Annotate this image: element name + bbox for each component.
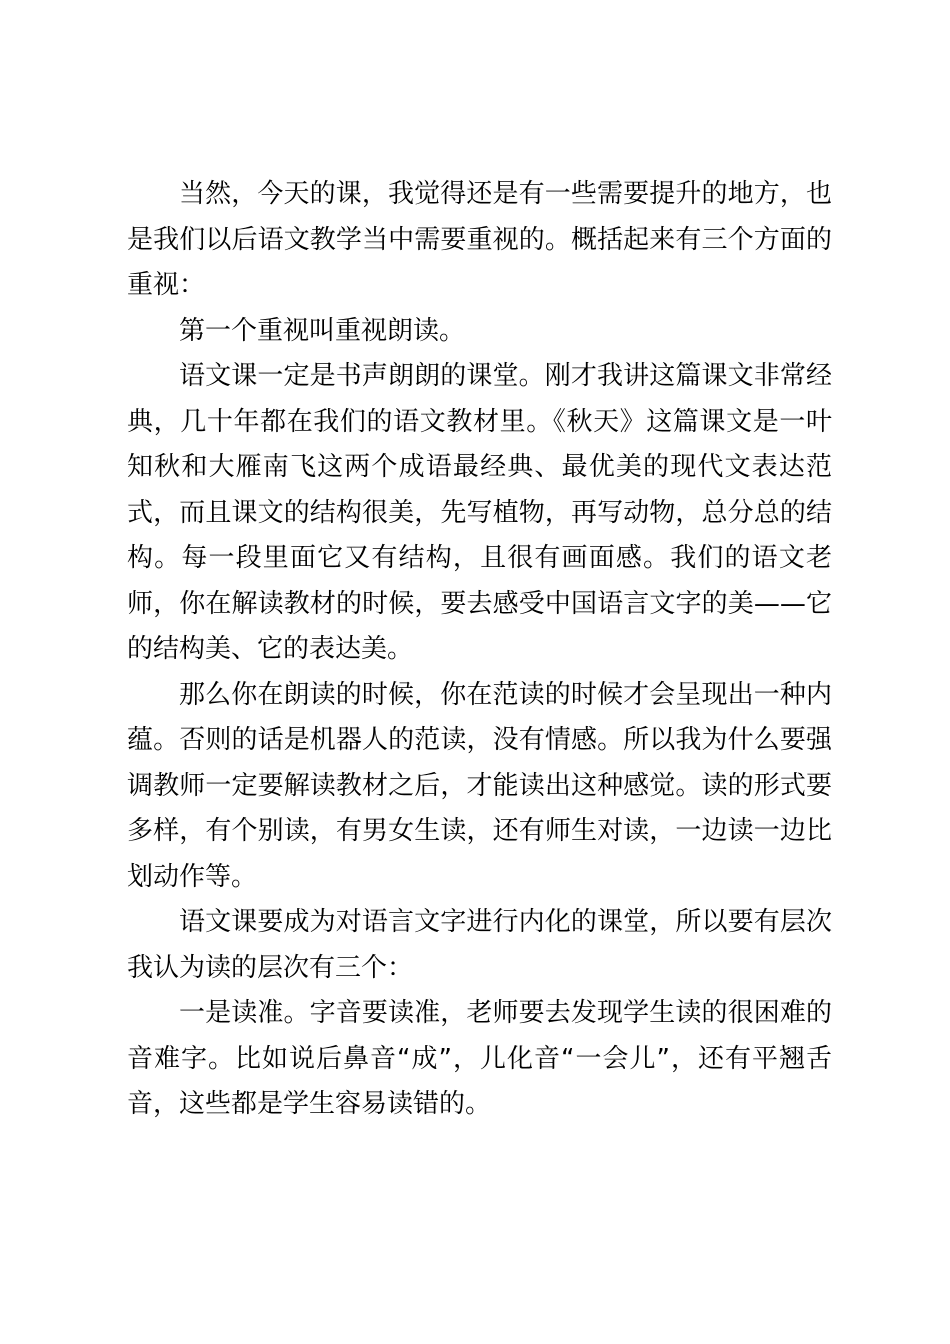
paragraph-read-accurately: 一是读准。字音要读准，老师要去发现学生读的很困难的音难字。比如说后鼻音“成”，儿化音“一会儿”，还有平翘舌音，这些都是学生容易读错的。 — [127, 998, 832, 1119]
document-body — [127, 172, 832, 1128]
paragraph-reading-classroom: 语文课一定是书声朗朗的课堂。刚才我讲这篇课文非常经典，几十年都在我们的语文教材里。《秋天》这篇课文是一叶知秋和大雁南飞这两个成语最经典、最优美的现代文表达范式，而且课文的结构很美，先写植物，再写动物，总分总的结构。每一段里面它又有结构，且很有画面感。我们的语文老师，你在解读教材的时候，要去感受中国语言文字的美——它的结构美、它的表达美。 — [127, 361, 832, 664]
paragraph-model-reading: 那么你在朗读的时候，你在范读的时候才会呈现出一种内蕴。否则的话是机器人的范读，没有情感。所以我为什么要强调教师一定要解读教材之后，才能读出这种感觉。读的形式要多样，有个别读，有男女生读，还有师生对读，一边读一边比划动作等。 — [127, 679, 832, 892]
paragraph-reading-levels: 语文课要成为对语言文字进行内化的课堂，所以要有层次我认为读的层次有三个： — [127, 907, 832, 983]
paragraph-first-emphasis: 第一个重视叫重视朗读。 — [179, 315, 466, 346]
paragraph-intro: 当然，今天的课，我觉得还是有一些需要提升的地方，也是我们以后语文教学当中需要重视的。概括起来有三个方面的重视： — [127, 179, 832, 300]
